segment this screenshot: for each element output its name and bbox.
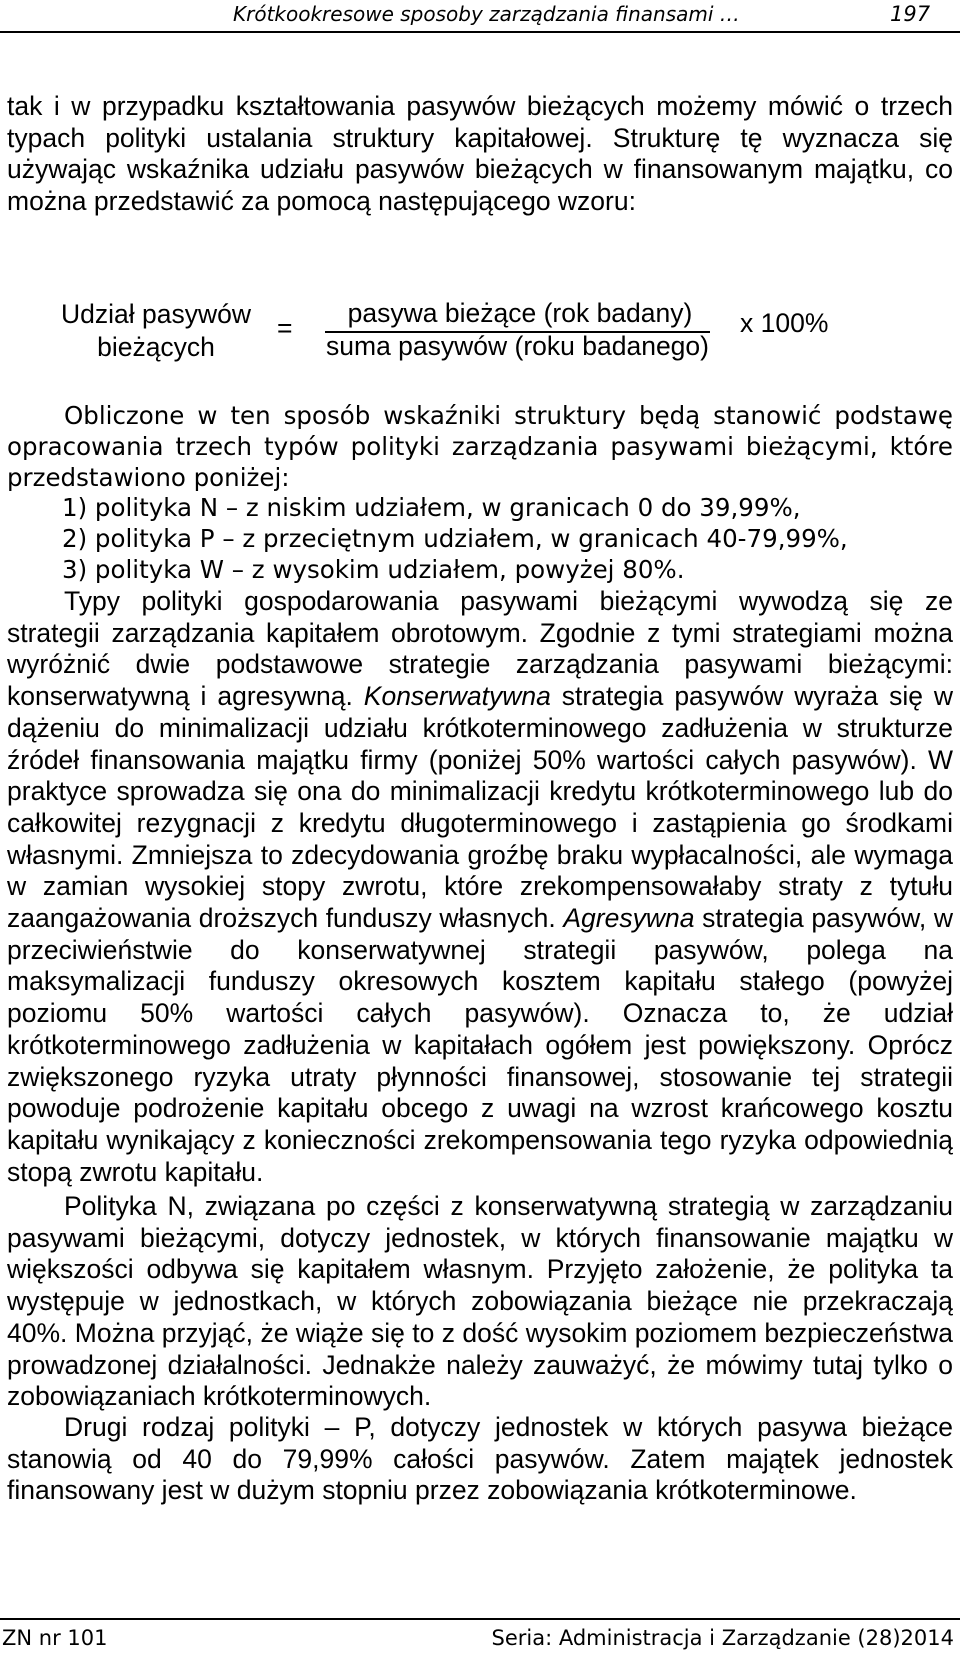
paragraph-strategies-text-2: strategia pasywów wyraża się w dążeniu do minimalizacji udziału krótkoterminowego zadłużenia w strukturze źródeł finansowania majątku firmy (poniżej 50% wartości całych pasywów). W praktyce sprowadza się ona do minimalizacji kredytu krótkoterminowego lub do całkowitej rezygnacji z kredytu długoterminowego i zastąpienia go środkami własnymi. Zmniejsza to zdecydowania groźbę braku wypłacalności, ale wymaga w zamian wysokiej stopy zwrotu, które zrekompensowałaby straty z tytułu zaangażowania droższych funduszy własnych. (7, 681, 953, 934)
paragraph-indicators: Obliczone w ten sposób wskaźniki struktury będą stanowić podstawę opracowania trzech typów polityki zarządzania pasywami bieżącymi, które przedstawiono poniżej: (7, 401, 953, 492)
paragraph-strategies-text-3: strategia pasywów, w przeciwieństwie do konserwatywnej strategii pasywów, polega na maksymalizacji funduszy okresowych kosztem kapitału stałego (powyżej poziomu 50% wartości całych pasywów). Oznacza to, że udział krótkoterminowego zadłużenia w kapitałach ogółem jest powiększony. Oprócz zwiększonego ryzyka utraty płynności finansowej, stosowanie tej strategii powoduje podrożenie kapitału obcego z uwagi na wzrost krańcowego kosztu kapitału wynikający z konieczności zrekompensowania tego ryzyka odpowiednią stopą zwrotu kapitału. (7, 903, 953, 1187)
term-konserwatywna: Konserwatywna (363, 681, 551, 712)
header-title: Krótkookresowe sposoby zarządzania finansami … (233, 2, 740, 26)
formula-multiplier: x 100% (740, 308, 829, 338)
footer-issue: ZN nr 101 (2, 1626, 108, 1650)
formula-equals: = (277, 313, 293, 343)
running-header (0, 0, 960, 32)
footer-rule (0, 1618, 960, 1620)
paragraph-intro: tak i w przypadku kształtowania pasywów bieżących możemy mówić o trzech typach polityki ustalania struktury kapitałowej. Strukturę tę wyznacza się używając wskaźnika udziału pasywów bieżących w finansowanym majątku, co można przedstawić za pomocą następującego wzoru: (7, 91, 953, 217)
paragraph-strategies-text-1: Typy polityki gospodarowania pasywami bieżącymi wywodzą się ze strategii zarządzania kapitałem obrotowym. Zgodnie z tymi strategiami można wyróżnić dwie podstawowe strategie zarządzania pasywami bieżącymi: konserwatywną i agresywną. (7, 586, 953, 712)
list-item: 1) polityka N – z niskim udziałem, w granicach 0 do 39,99%, (62, 493, 801, 522)
paragraph-strategies (7, 586, 953, 1188)
footer-series: Seria: Administracja i Zarządzanie (28)2014 (491, 1626, 954, 1650)
page-number: 197 (890, 2, 931, 26)
list-item: 3) polityka W – z wysokim udziałem, powyżej 80%. (62, 555, 685, 584)
header-rule (0, 31, 960, 33)
formula-left-side (46, 298, 266, 364)
formula-left-line-1: Udział pasywów (61, 299, 251, 329)
formula-numerator: pasywa bieżące (rok badany) (347, 298, 693, 328)
list-item: 2) polityka P – z przeciętnym udziałem, w granicach 40-79,99%, (62, 524, 848, 553)
paragraph-policy-n: Polityka N, związana po części z konserwatywną strategią w zarządzaniu pasywami bieżącymi, dotyczy jednostek, w których finansowanie majątku w większości odbywa się kapitałem własnym. Przyjęto założenie, że polityka ta występuje w jednostkach, w których zobowiązania bieżące nie przekraczają 40%. Można przyjąć, że wiąże się to z dość wysokim poziomem bezpieczeństwa prowadzonej działalności. Jednakże należy zauważyć, że mówimy tutaj tylko o zobowiązaniach krótkoterminowych. (7, 1191, 953, 1412)
term-agresywna: Agresywna (563, 903, 695, 934)
formula-denominator: suma pasywów (roku badanego) (326, 331, 709, 361)
running-footer (0, 1618, 960, 1653)
formula-left-line-2: bieżących (97, 332, 215, 362)
paragraph-policy-p: Drugi rodzaj polityki – P, dotyczy jednostek w których pasywa bieżące stanowią od 40 do 79,99% całości pasywów. Zatem majątek jednostek finansowany jest w dużym stopniu przez zobowiązania krótkoterminowe. (7, 1412, 953, 1506)
